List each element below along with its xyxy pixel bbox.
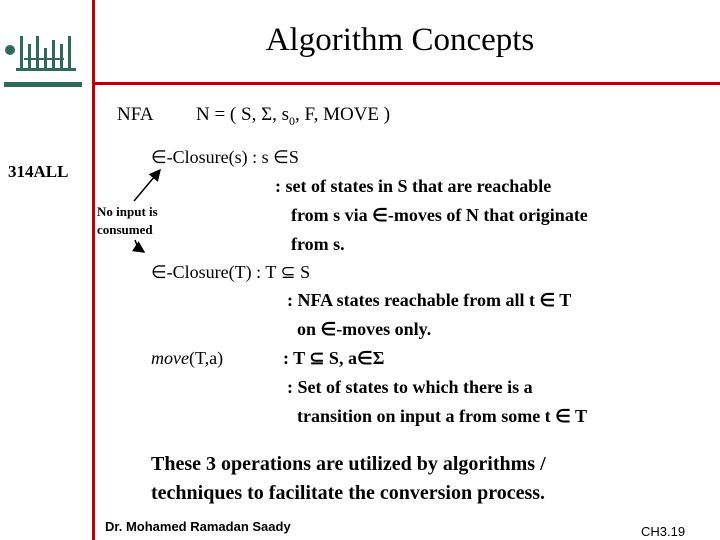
slide-number: CH3.19 [641,524,686,539]
annotation-line-1: No input is [97,204,158,219]
summary-line-2: techniques to facilitate the conversion process. [151,482,546,504]
closure-s-desc-2: from s via ∈-moves of N that originate [291,205,588,225]
arrow-to-closure-s [134,170,160,201]
closure-s-desc-1: : set of states in S that are reachable [275,176,552,196]
move-desc-1: : Set of states to which there is a [287,377,533,397]
summary-text [151,450,546,508]
closure-t-heading: ∈-Closure(T) : T ⊆ S [151,262,311,282]
nfa-definition-pre: N = ( S, Σ, s [196,104,290,125]
footer-author: Dr. Mohamed Ramadan Saady [105,519,291,534]
slide-title: Algorithm Concepts [265,22,535,58]
summary-line-1: These 3 operations are utilized by algorithms / [151,453,546,475]
closure-t-desc-2: on ∈-moves only. [297,319,432,339]
move-definition: : T ⊆ S, a∈Σ [283,348,385,368]
move-heading [151,348,223,369]
move-desc-2: transition on input a from some t ∈ T [297,406,588,426]
nfa-label: NFA [117,104,154,125]
move-function-name: move [151,348,189,368]
nfa-definition-post: , F, MOVE ) [295,104,391,125]
course-code: 314ALL [8,162,69,181]
move-args: (T,a) [188,348,224,368]
closure-s-desc-3: from s. [291,234,345,254]
arrow-to-closure-t [135,240,144,252]
nfa-definition-subscript: 0 [289,113,296,128]
closure-t-desc-1: : NFA states reachable from all t ∈ T [287,290,572,310]
closure-s-heading: ∈-Closure(s) : s ∈S [151,147,299,167]
annotation-line-2: consumed [97,222,153,237]
